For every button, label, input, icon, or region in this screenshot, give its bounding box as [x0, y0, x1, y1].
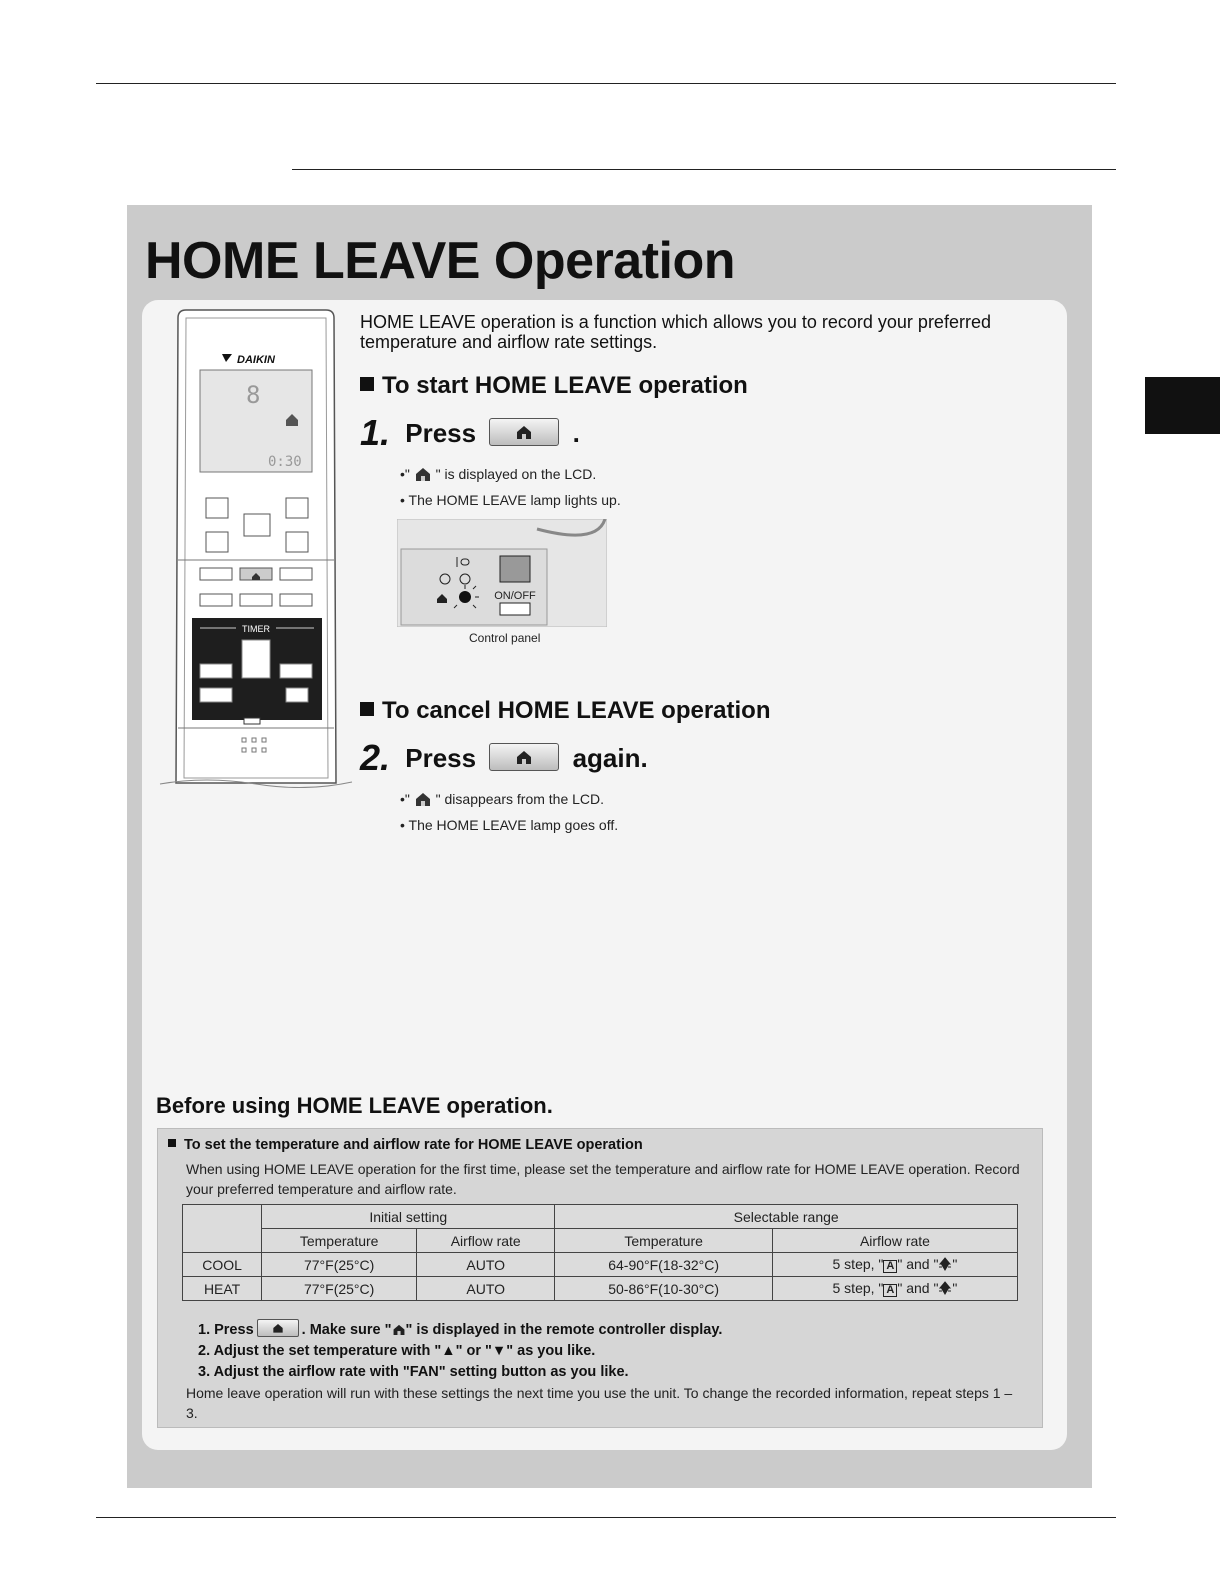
home-leave-button — [489, 418, 559, 446]
footer-rule — [96, 1517, 1116, 1518]
cancel-step — [360, 737, 648, 779]
table-cell: 5 step, " A " and " " — [772, 1253, 1017, 1277]
remote-button — [206, 498, 228, 518]
step-number: 1. — [360, 412, 391, 453]
cancel-bullet-2: • The HOME LEAVE lamp goes off. — [400, 817, 619, 833]
press-label: Press — [405, 743, 477, 773]
remote-button — [200, 594, 232, 606]
table-cell: 5 step, " A " and " " — [772, 1277, 1017, 1301]
content-card — [142, 300, 1067, 1450]
table-group-header: Initial setting — [262, 1205, 555, 1229]
setting-step-2: 2. Adjust the set temperature with "▲" or "▼" as you like. — [198, 1343, 596, 1359]
remote-button — [200, 664, 232, 678]
table-group-header: Selectable range — [555, 1205, 1018, 1229]
home-leave-button — [489, 743, 559, 771]
start-heading: To start HOME LEAVE operation — [360, 372, 748, 400]
table-row — [183, 1253, 1018, 1277]
step-suffix: . — [572, 418, 580, 448]
remote-controller-illustration — [156, 308, 356, 788]
table-row — [183, 1277, 1018, 1301]
header-rule — [96, 83, 1116, 84]
square-bullet-icon — [360, 377, 374, 391]
setting-step-3: 3. Adjust the airflow rate with "FAN" setting button as you like. — [198, 1364, 629, 1380]
remote-brand-text: DAIKIN — [237, 354, 275, 366]
remote-button — [242, 640, 270, 678]
table-column-header: Airflow rate — [417, 1229, 555, 1253]
remote-button — [200, 568, 232, 580]
home-leave-icon — [515, 424, 533, 440]
before-description: When using HOME LEAVE operation for the first time, please set the temperature and airflow rate for HOME LEAVE operation. Record your preferred temperature and airflow rate. — [186, 1161, 1020, 1197]
timer-label: TIMER — [242, 624, 270, 634]
setting-step-1: 1. Press . Make sure " " is displayed in the remote controller display. — [198, 1319, 722, 1341]
remote-button — [206, 532, 228, 552]
onoff-label: ON/OFF — [494, 590, 536, 602]
home-leave-icon — [515, 749, 533, 765]
home-leave-icon — [414, 791, 432, 807]
down-arrow-icon: ▼ — [491, 1343, 507, 1359]
table-cell: 50-86°F(10-30°C) — [555, 1277, 773, 1301]
square-bullet-icon — [168, 1139, 176, 1147]
subheader-rule — [292, 169, 1116, 170]
auto-fan-icon: A — [883, 1260, 897, 1273]
table-cell: 77°F(25°C) — [262, 1253, 417, 1277]
battery-icon — [244, 718, 260, 724]
table-cell: 64-90°F(18-32°C) — [555, 1253, 773, 1277]
step-suffix: again. — [572, 743, 648, 773]
table-column-header: Temperature — [555, 1229, 773, 1253]
table-column-header: Airflow rate — [772, 1229, 1017, 1253]
auto-fan-icon: A — [883, 1284, 897, 1297]
instruction-panel — [127, 205, 1092, 1488]
setting-steps — [198, 1319, 722, 1383]
lcd-time-text: 0:30 — [268, 454, 302, 470]
up-arrow-icon: ▲ — [441, 1343, 456, 1359]
start-step — [360, 412, 580, 454]
home-leave-icon — [414, 466, 432, 482]
remote-button — [280, 568, 312, 580]
settings-table — [182, 1204, 1018, 1301]
onoff-button — [500, 556, 530, 582]
page-title: HOME LEAVE Operation — [145, 232, 735, 290]
quiet-fan-icon — [938, 1257, 952, 1271]
before-using-title: Before using HOME LEAVE operation. — [156, 1093, 553, 1118]
quiet-fan-icon — [938, 1281, 952, 1295]
cancel-bullet-1: •" " disappears from the LCD. — [400, 791, 605, 807]
before-subheading: To set the temperature and airflow rate for HOME LEAVE operation — [168, 1137, 643, 1153]
table-cell: 77°F(25°C) — [262, 1277, 417, 1301]
control-panel-illustration — [397, 519, 607, 627]
remote-button — [286, 688, 308, 702]
remote-button — [286, 498, 308, 518]
home-leave-icon — [392, 1323, 406, 1336]
remote-button — [280, 664, 312, 678]
section-tab-marker — [1145, 377, 1220, 434]
start-bullet-2: • The HOME LEAVE lamp lights up. — [400, 492, 621, 508]
intro-text: HOME LEAVE operation is a function which allows you to record your preferred temperature and airflow rate settings. — [360, 312, 991, 352]
table-column-header: Temperature — [262, 1229, 417, 1253]
table-cell: AUTO — [417, 1277, 555, 1301]
home-leave-lamp — [459, 591, 471, 603]
remote-button — [240, 594, 272, 606]
table-corner-cell — [183, 1205, 262, 1253]
mode-cell: COOL — [183, 1253, 262, 1277]
remote-button — [286, 532, 308, 552]
control-panel-caption: Control panel — [469, 631, 541, 645]
before-note: Home leave operation will run with these settings the next time you use the unit. To change the recorded information, repeat steps 1 – 3. — [186, 1385, 1013, 1421]
step-number: 2. — [360, 737, 391, 778]
mode-cell: HEAT — [183, 1277, 262, 1301]
home-leave-button — [257, 1319, 299, 1337]
remote-button — [200, 688, 232, 702]
table-cell: AUTO — [417, 1253, 555, 1277]
remote-button — [280, 594, 312, 606]
remote-button — [244, 514, 270, 536]
cancel-heading: To cancel HOME LEAVE operation — [360, 697, 771, 725]
square-bullet-icon — [360, 702, 374, 716]
start-bullet-1: •" " is displayed on the LCD. — [400, 466, 597, 482]
before-using-box — [157, 1128, 1043, 1428]
press-label: Press — [405, 418, 477, 448]
lcd-temp-text: 8 — [246, 381, 261, 409]
